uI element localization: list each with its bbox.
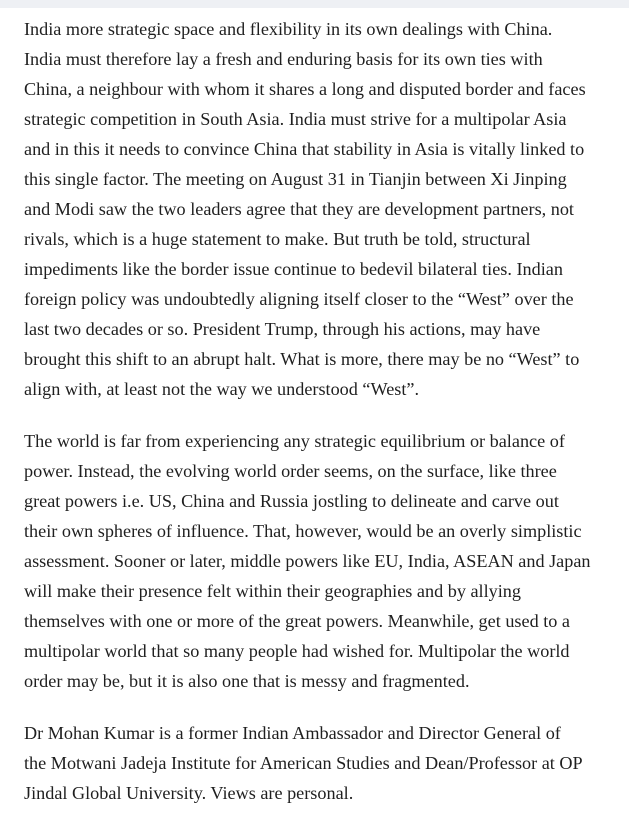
paragraph-line: will make their presence felt within their geographies and by allying: [24, 581, 521, 601]
paragraph-line: China, a neighbour with whom it shares a long and disputed border and faces: [24, 79, 586, 99]
paragraph-line: and in this it needs to convince China that stability in Asia is vitally linked to: [24, 139, 585, 159]
paragraph-line: rivals, which is a huge statement to make. But truth be told, structural: [24, 229, 531, 249]
author-bio-line: the Motwani Jadeja Institute for American Studies and Dean/Professor at OP: [24, 753, 583, 773]
paragraph-line: power. Instead, the evolving world order seems, on the surface, like three: [24, 461, 557, 481]
paragraph-line: assessment. Sooner or later, middle powers like EU, India, ASEAN and Japan: [24, 551, 591, 571]
paragraph-line: foreign policy was undoubtedly aligning itself closer to the “West” over the: [24, 289, 574, 309]
paragraph-line: align with, at least not the way we understood “West”.: [24, 379, 420, 399]
paragraph-line: brought this shift to an abrupt halt. What is more, there may be no “West” to: [24, 349, 580, 369]
paragraph-line: great powers i.e. US, China and Russia jostling to delineate and carve out: [24, 491, 559, 511]
paragraph-line: The world is far from experiencing any strategic equilibrium or balance of: [24, 431, 565, 451]
paragraph-line: this single factor. The meeting on August 31 in Tianjin between Xi Jinping: [24, 169, 567, 189]
paragraph-line: and Modi saw the two leaders agree that they are development partners, not: [24, 199, 574, 219]
author-bio-line: Jindal Global University. Views are personal.: [24, 783, 354, 803]
paragraph-line: India must therefore lay a fresh and enduring basis for its own ties with: [24, 49, 543, 69]
paragraph-line: India more strategic space and flexibility in its own dealings with China.: [24, 19, 553, 39]
article-body: [24, 14, 624, 830]
article-paragraph-1: [24, 14, 624, 404]
paragraph-line: order may be, but it is also one that is messy and fragmented.: [24, 671, 470, 691]
article-paragraph-2: [24, 426, 624, 696]
author-bio-line: Dr Mohan Kumar is a former Indian Ambassador and Director General of: [24, 723, 561, 743]
paragraph-line: multipolar world that so many people had wished for. Multipolar the world: [24, 641, 570, 661]
top-border-strip: [0, 0, 629, 8]
paragraph-line: themselves with one or more of the great powers. Meanwhile, get used to a: [24, 611, 570, 631]
paragraph-line: strategic competition in South Asia. India must strive for a multipolar Asia: [24, 109, 567, 129]
paragraph-line: impediments like the border issue continue to bedevil bilateral ties. Indian: [24, 259, 563, 279]
paragraph-line: their own spheres of influence. That, however, would be an overly simplistic: [24, 521, 582, 541]
author-bio: [24, 718, 624, 808]
paragraph-line: last two decades or so. President Trump, through his actions, may have: [24, 319, 541, 339]
